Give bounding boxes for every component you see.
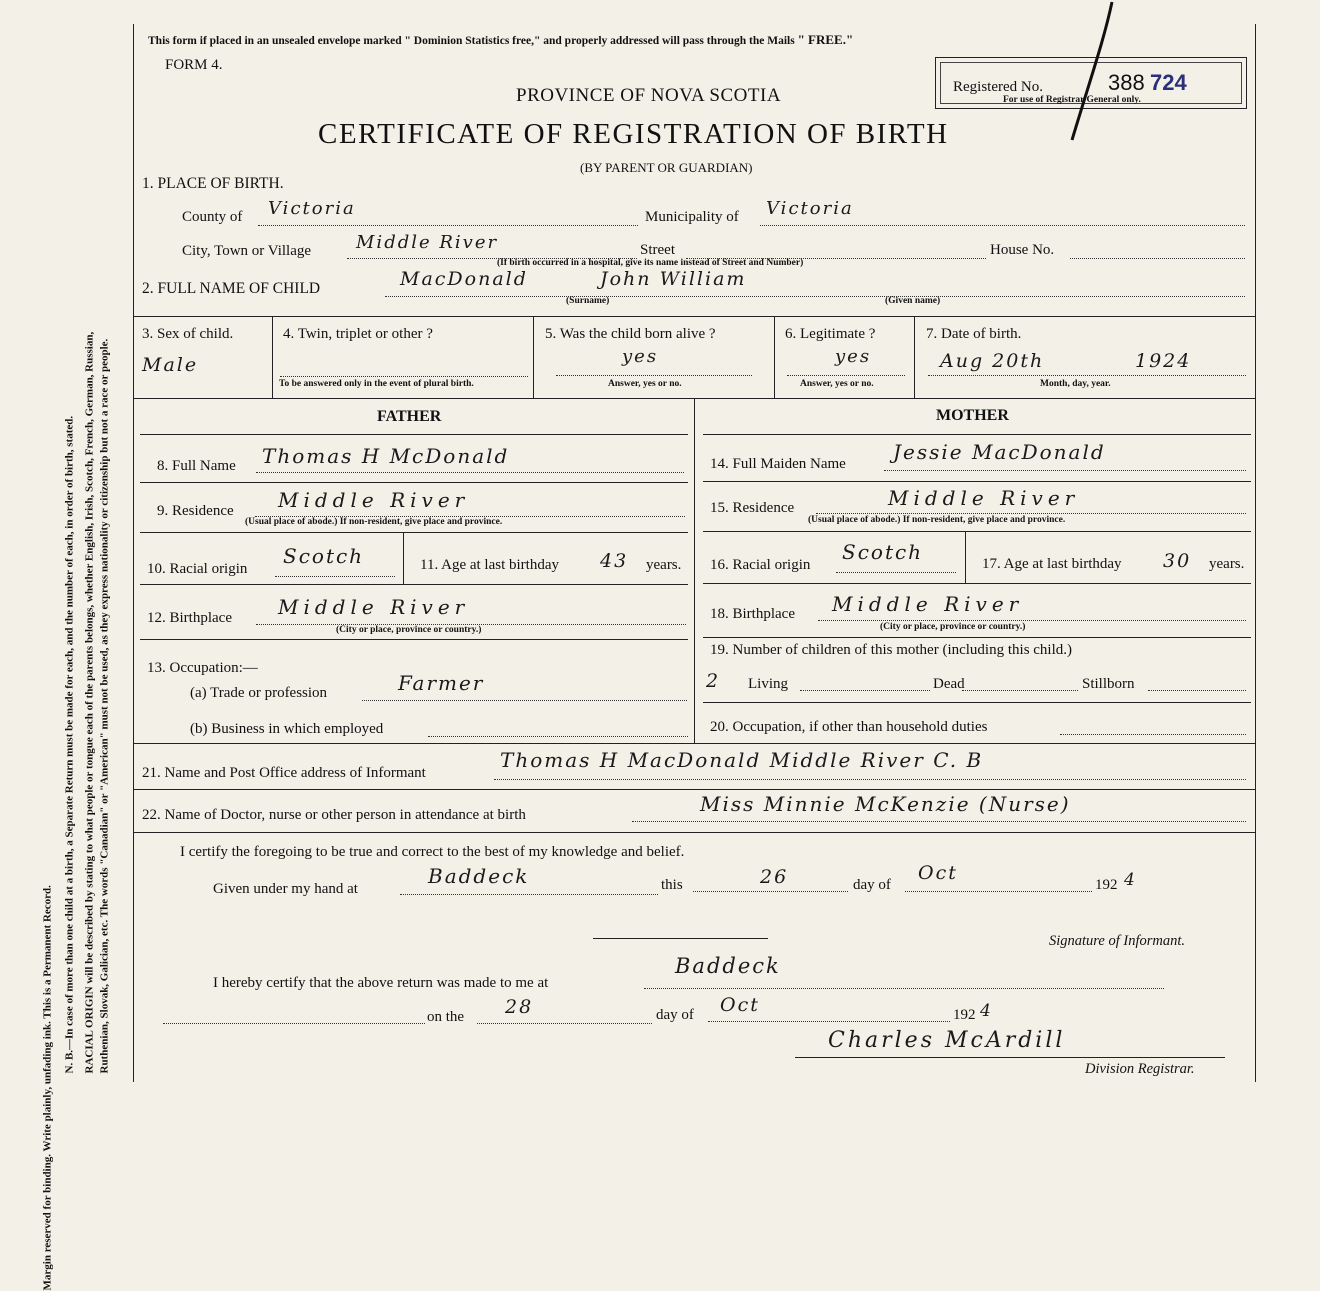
registrar-year-written: 4 (980, 1001, 993, 1021)
mother-racial-value: Scotch (842, 540, 924, 564)
registrar-day-of-label: day of (656, 1007, 694, 1023)
legitimate-value: yes (835, 346, 872, 367)
registry-mark (1060, 0, 1120, 150)
day-line (693, 891, 848, 892)
alive-caption: Answer, yes or no. (608, 379, 682, 389)
house-line (1070, 258, 1245, 259)
mother-heading-rule (703, 434, 1251, 435)
registrar-statement: I hereby certify that the above return was made to me at (213, 975, 549, 991)
row3-top-rule (134, 316, 1255, 317)
mother-birthplace-value: Middle River (832, 592, 1024, 616)
father-heading: FATHER (377, 408, 442, 425)
street-label: Street (640, 242, 675, 258)
father-rule-2 (140, 532, 688, 533)
mother-living-line (800, 690, 930, 691)
father-trade-label: (a) Trade or profession (190, 685, 328, 701)
father-trade-line (362, 700, 687, 701)
mother-dead-line (962, 690, 1078, 691)
father-name-label: 8. Full Name (157, 458, 236, 474)
month-value: Oct (918, 862, 958, 884)
mother-residence-line (816, 513, 1246, 514)
child-surname-value: MacDonald (400, 268, 528, 290)
informant-line (494, 779, 1246, 780)
mother-rule-3 (703, 583, 1251, 584)
registrar-day-value: 28 (505, 996, 534, 1018)
doctor-rule (134, 832, 1255, 833)
mother-living-value: 2 (706, 670, 721, 692)
parents-divider (694, 398, 695, 743)
side-note-col4: Ruthenian, Slovak, Galician, etc. The words "Canadian" or "American" must not be used, as they express nationality or citizenship but not a race or people. (98, 338, 111, 1074)
informant-value: Thomas H MacDonald Middle River C. B (500, 748, 984, 772)
hospital-note: (If birth occurred in a hospital, give its name instead of Street and Number) (497, 258, 804, 268)
province-heading: PROVINCE OF NOVA SCOTIA (516, 85, 782, 106)
county-label: County of (182, 209, 243, 225)
given-label: Given under my hand at (213, 881, 358, 897)
mother-age-value: 30 (1163, 550, 1192, 572)
municipality-label: Municipality of (645, 209, 739, 225)
mother-racial-line (836, 572, 956, 573)
father-age-unit: years. (646, 557, 682, 573)
registered-number-printed: 388 (1108, 70, 1145, 95)
doctor-value: Miss Minnie McKenzie (Nurse) (700, 792, 1071, 816)
given-place-value: Baddeck (428, 864, 530, 888)
mother-birthplace-label: 18. Birthplace (710, 606, 795, 622)
registrar-place-value: Baddeck (675, 954, 781, 978)
county-value: Victoria (268, 198, 356, 219)
father-business-line (428, 736, 688, 737)
alive-value: yes (622, 346, 659, 367)
mail-note: This form if placed in an unsealed envelope marked " Dominion Statistics free," and properly addressed will pass through the Mails " FREE." (148, 32, 854, 47)
mother-stillborn-label: Stillborn (1082, 676, 1135, 692)
doctor-label: 22. Name of Doctor, nurse or other person in attendance at birth (142, 807, 526, 823)
father-birthplace-label: 12. Birthplace (147, 610, 232, 626)
side-note-col3: RACIAL ORIGIN will be described by stating to what people or tongue each of the parents belongs, whether English, Irish, Scotch, French, German, Russian, (83, 331, 96, 1074)
parents-bottom-rule (134, 743, 1255, 744)
signature-caption: Signature of Informant. (1049, 933, 1186, 949)
mother-dead-label: Dead (933, 676, 965, 692)
child-name-line (385, 296, 1245, 297)
registered-label: Registered No. (953, 79, 1043, 95)
sex-label: 3. Sex of child. (142, 326, 234, 342)
dob-caption: Month, day, year. (1040, 379, 1111, 389)
left-border (133, 24, 134, 1082)
child-name-label: 2. FULL NAME OF CHILD (142, 280, 321, 297)
mother-rule-5 (703, 702, 1251, 703)
day-of-label: day of (853, 877, 891, 893)
father-residence-label: 9. Residence (157, 503, 234, 519)
mother-name-label: 14. Full Maiden Name (710, 456, 846, 472)
father-racial-line (275, 576, 395, 577)
signature-short-rule (593, 938, 768, 939)
right-border (1255, 24, 1256, 1082)
dob-label: 7. Date of birth. (926, 326, 1022, 342)
mother-racial-label: 16. Racial origin (710, 557, 811, 573)
page-subtitle: (BY PARENT OR GUARDIAN) (580, 160, 753, 175)
registrar-signature-rule (795, 1057, 1225, 1058)
place-of-birth-label: 1. PLACE OF BIRTH. (142, 175, 284, 192)
day-value: 26 (760, 866, 789, 888)
this-label: this (661, 877, 683, 893)
father-heading-rule (140, 434, 688, 435)
mother-age-unit: years. (1209, 556, 1245, 572)
mother-rule-2 (703, 531, 1251, 532)
father-residence-caption: (Usual place of abode.) If non-resident, give place and province. (245, 517, 503, 527)
registered-sub: For use of Registrar General only. (1003, 95, 1141, 105)
father-business-label: (b) Business in which employed (190, 721, 384, 737)
registrar-year-printed: 192 (953, 1007, 976, 1023)
father-occupation-label: 13. Occupation:— (147, 660, 258, 676)
registrar-signature: Charles McArdill (828, 1028, 1066, 1053)
legitimate-line (787, 375, 905, 376)
mother-residence-value: Middle River (888, 486, 1080, 510)
father-racial-label: 10. Racial origin (147, 561, 248, 577)
registrar-month-value: Oct (720, 994, 760, 1016)
county-line (258, 225, 638, 226)
father-trade-value: Farmer (398, 671, 485, 695)
mother-residence-label: 15. Residence (710, 500, 795, 516)
registered-number-stamped: 724 (1150, 70, 1187, 95)
month-line (905, 891, 1092, 892)
father-birthplace-caption: (City or place, province or country.) (336, 625, 482, 635)
form-number: FORM 4. (165, 57, 223, 73)
father-birthplace-value: Middle River (278, 595, 470, 619)
twin-note: To be answered only in the event of plural birth. (279, 379, 474, 389)
row3-div3 (774, 316, 775, 398)
page-title: CERTIFICATE OF REGISTRATION OF BIRTH (318, 118, 949, 150)
municipality-line (760, 225, 1245, 226)
mother-children-label: 19. Number of children of this mother (including this child.) (710, 642, 1073, 658)
registrar-place-line (644, 988, 1164, 989)
mother-name-value: Jessie MacDonald (893, 440, 1106, 464)
legitimate-caption: Answer, yes or no. (800, 379, 874, 389)
registrar-day-line (477, 1023, 652, 1024)
side-note-col2: N. B.—In case of more than one child at a birth, a Separate Return must be made for each, and the number of each, in order of birth, stated. (63, 415, 76, 1074)
row3-div4 (914, 316, 915, 398)
municipality-value: Victoria (766, 198, 854, 219)
mother-stillborn-line (1148, 690, 1246, 691)
given-caption: (Given name) (885, 296, 941, 306)
mother-residence-caption: (Usual place of abode.) If non-resident, give place and province. (808, 515, 1066, 525)
father-name-value: Thomas H McDonald (262, 444, 510, 468)
registrar-month-line (708, 1021, 950, 1022)
mother-occupation-label: 20. Occupation, if other than household duties (710, 719, 988, 735)
on-the-label: on the (427, 1009, 465, 1025)
alive-line (556, 375, 752, 376)
row3-div1 (272, 316, 273, 398)
city-value: Middle River (356, 232, 499, 253)
mother-age-label: 17. Age at last birthday (982, 556, 1122, 572)
father-rule-3 (140, 584, 688, 585)
informant-rule (134, 789, 1255, 790)
row3-div2 (533, 316, 534, 398)
dob-value: Aug 20th (940, 350, 1045, 372)
twin-line (280, 376, 528, 377)
father-name-line (256, 472, 684, 473)
sex-value: Male (142, 354, 199, 376)
side-note-col1: Margin reserved for binding. Write plainly, unfading ink. This is a Permanent Record. (41, 885, 54, 1291)
mother-racial-divider (965, 531, 966, 583)
mother-name-line (884, 470, 1246, 471)
registrar-blank-line (163, 1023, 425, 1024)
father-rule-1 (140, 482, 688, 483)
city-label: City, Town or Village (182, 243, 312, 259)
father-racial-divider (403, 532, 404, 584)
year-written: 4 (1124, 870, 1137, 890)
dob-line (928, 375, 1246, 376)
given-place-line (400, 894, 658, 895)
mother-birthplace-line (818, 620, 1246, 621)
mother-rule-4 (703, 637, 1251, 638)
father-racial-value: Scotch (283, 544, 365, 568)
house-label: House No. (990, 242, 1055, 258)
year-printed: 192 (1095, 877, 1118, 893)
doctor-line (632, 821, 1246, 822)
registrar-caption: Division Registrar. (1085, 1061, 1195, 1077)
legitimate-label: 6. Legitimate ? (785, 326, 876, 342)
dob-year: 1924 (1135, 350, 1192, 372)
informant-label: 21. Name and Post Office address of Informant (142, 765, 426, 781)
father-age-label: 11. Age at last birthday (420, 557, 559, 573)
surname-caption: (Surname) (566, 296, 610, 306)
father-residence-value: Middle River (278, 488, 470, 512)
mother-rule-1 (703, 481, 1251, 482)
certify-statement: I certify the foregoing to be true and correct to the best of my knowledge and belief. (180, 844, 685, 860)
alive-label: 5. Was the child born alive ? (545, 326, 716, 342)
mother-birthplace-caption: (City or place, province or country.) (880, 622, 1026, 632)
father-age-value: 43 (600, 550, 629, 572)
twin-label: 4. Twin, triplet or other ? (283, 326, 433, 342)
child-given-value: John William (600, 268, 747, 290)
mother-occupation-line (1060, 734, 1246, 735)
mother-heading: MOTHER (936, 407, 1009, 424)
mother-living-label: Living (748, 676, 788, 692)
father-rule-4 (140, 639, 688, 640)
